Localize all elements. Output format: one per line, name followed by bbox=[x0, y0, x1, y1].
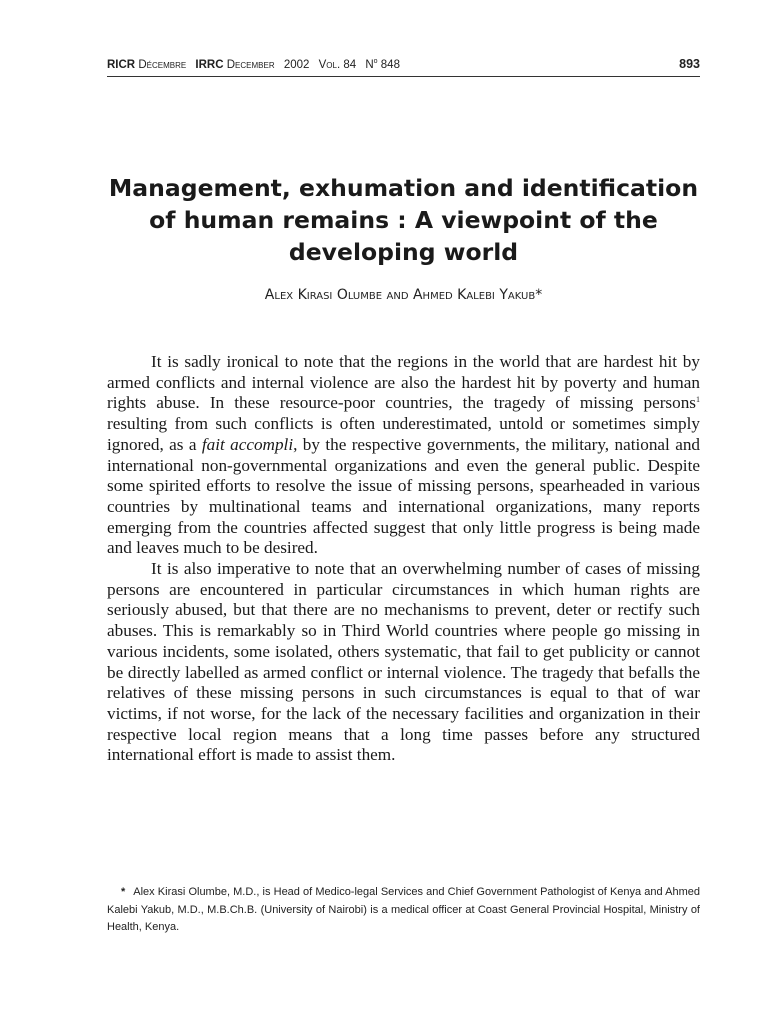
article-body bbox=[107, 352, 700, 766]
running-header bbox=[107, 56, 700, 77]
article-authors: Alex Kirasi Olumbe and Ahmed Kalebi Yakub* bbox=[264, 287, 543, 303]
paragraph-1: It is sadly ironical to note that the regions in the world that are hardest hit by armed conflicts and internal violence are also the hardest hit by poverty and human rights abuse. In these resource-poor countries, the tragedy of missing persons$^1$ resulting from such conflicts is often underestimated, untold or sometimes simply ignored, as a fait accompli, by the respective governments, the military, national and international non-governmental organizations and even the general public. Despite some spirited efforts to resolve the issue of missing persons, spearheaded in various countries by multinational teams and international organizations, many reports emerging from the countries affected suggest that only little progress is being made and leaves much to be desired. bbox=[107, 352, 701, 558]
footnote-marker: * bbox=[121, 886, 126, 898]
author-footnote bbox=[107, 884, 700, 937]
italic-phrase: fait accompli bbox=[201, 434, 294, 454]
footnote-text: Alex Kirasi Olumbe, M.D., is Head of Medico-legal Services and Chief Government Pathologist of Kenya and Ahmed Kalebi Yakub, M.D., M.B.Ch.B. (University of Nairobi) is a medical officer at Coast General Provincial Hospital, Ministry of Health, Kenya. bbox=[107, 886, 700, 933]
journal-abbrev-fr: RICR bbox=[107, 58, 136, 71]
month-fr: Décembre bbox=[138, 58, 187, 71]
year: 2002 bbox=[283, 58, 310, 71]
month-en: December bbox=[226, 58, 275, 71]
journal-abbrev-en: IRRC bbox=[195, 58, 224, 71]
journal-citation bbox=[107, 58, 400, 71]
volume-label: Vol. bbox=[318, 58, 341, 71]
issue-number: 848 bbox=[380, 58, 400, 71]
issue-label: $N^o$ bbox=[365, 58, 378, 71]
paragraph-2: It is also imperative to note that an overwhelming number of cases of missing persons are encountered in particular circumstances in which human rights are seriously abused, but that there are no mechanisms to prevent, deter or rectify such abuses. This is remarkably so in Third World countries where people go missing in various incidents, some isolated, others systematic, that fail to get publicity or cannot be directly labelled as armed conflict or internal violence. The tragedy that befalls the relatives of these missing persons in such circumstances is equal to that of war victims, if not worse, for the lack of the necessary facilities and organization in their respective local region means that a long time passes before any structured international effort is made to assist them. bbox=[107, 559, 700, 765]
page-number: 893 bbox=[679, 57, 700, 71]
volume-number: 84 bbox=[343, 58, 357, 71]
footnote-ref-1: 1 bbox=[696, 395, 700, 405]
article-title: Management, exhumation and identification of human remains : A viewpoint of the developing world bbox=[108, 174, 699, 266]
